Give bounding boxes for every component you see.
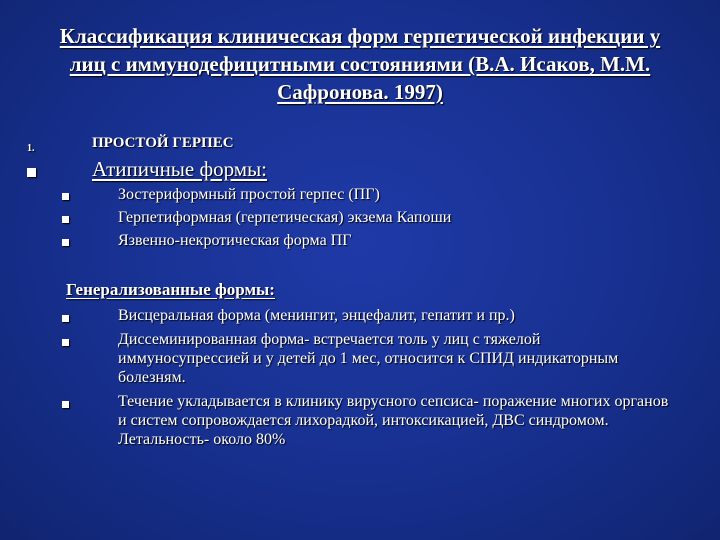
section-heading: ПРОСТОЙ ГЕРПЕС [92, 135, 234, 151]
square-bullet-icon [27, 168, 36, 177]
slide-title: Классификация клиническая форм герпетической инфекции у лиц с иммунодефицитными состояниями (В.А. Исаков, М.М. Сафронова. 1997) [59, 24, 661, 104]
square-bullet-icon [62, 193, 69, 200]
generalized-item: Течение укладывается в клинику вирусного сепсиса- поражение многих органов и систем сопровождается лихорадкой, интоксикацией, ДВС синдромом. Летальность- около 80% [118, 393, 669, 448]
section-number: 1. [27, 143, 35, 154]
square-bullet-icon [62, 239, 69, 246]
generalized-item: Диссеминированная форма- встречается толь у лиц с тяжелой иммуносупрессией и у детей до 1 мес, относится к СПИД индикаторным болезням. [118, 331, 619, 386]
square-bullet-icon [62, 315, 69, 322]
generalized-forms-heading: Генерализованные формы: [66, 280, 275, 299]
atypical-forms-heading: Атипичные формы: [92, 157, 268, 181]
atypical-item: Язвенно-некротическая форма ПГ [118, 232, 352, 249]
atypical-item: Герпетиформная (герпетическая) экзема Капоши [118, 209, 452, 226]
generalized-item: Висцеральная форма (менингит, энцефалит, гепатит и пр.) [118, 307, 515, 324]
square-bullet-icon [62, 339, 69, 346]
atypical-item: Зостериформный простой герпес (ПГ) [118, 186, 380, 203]
square-bullet-icon [62, 216, 69, 223]
square-bullet-icon [62, 401, 69, 408]
